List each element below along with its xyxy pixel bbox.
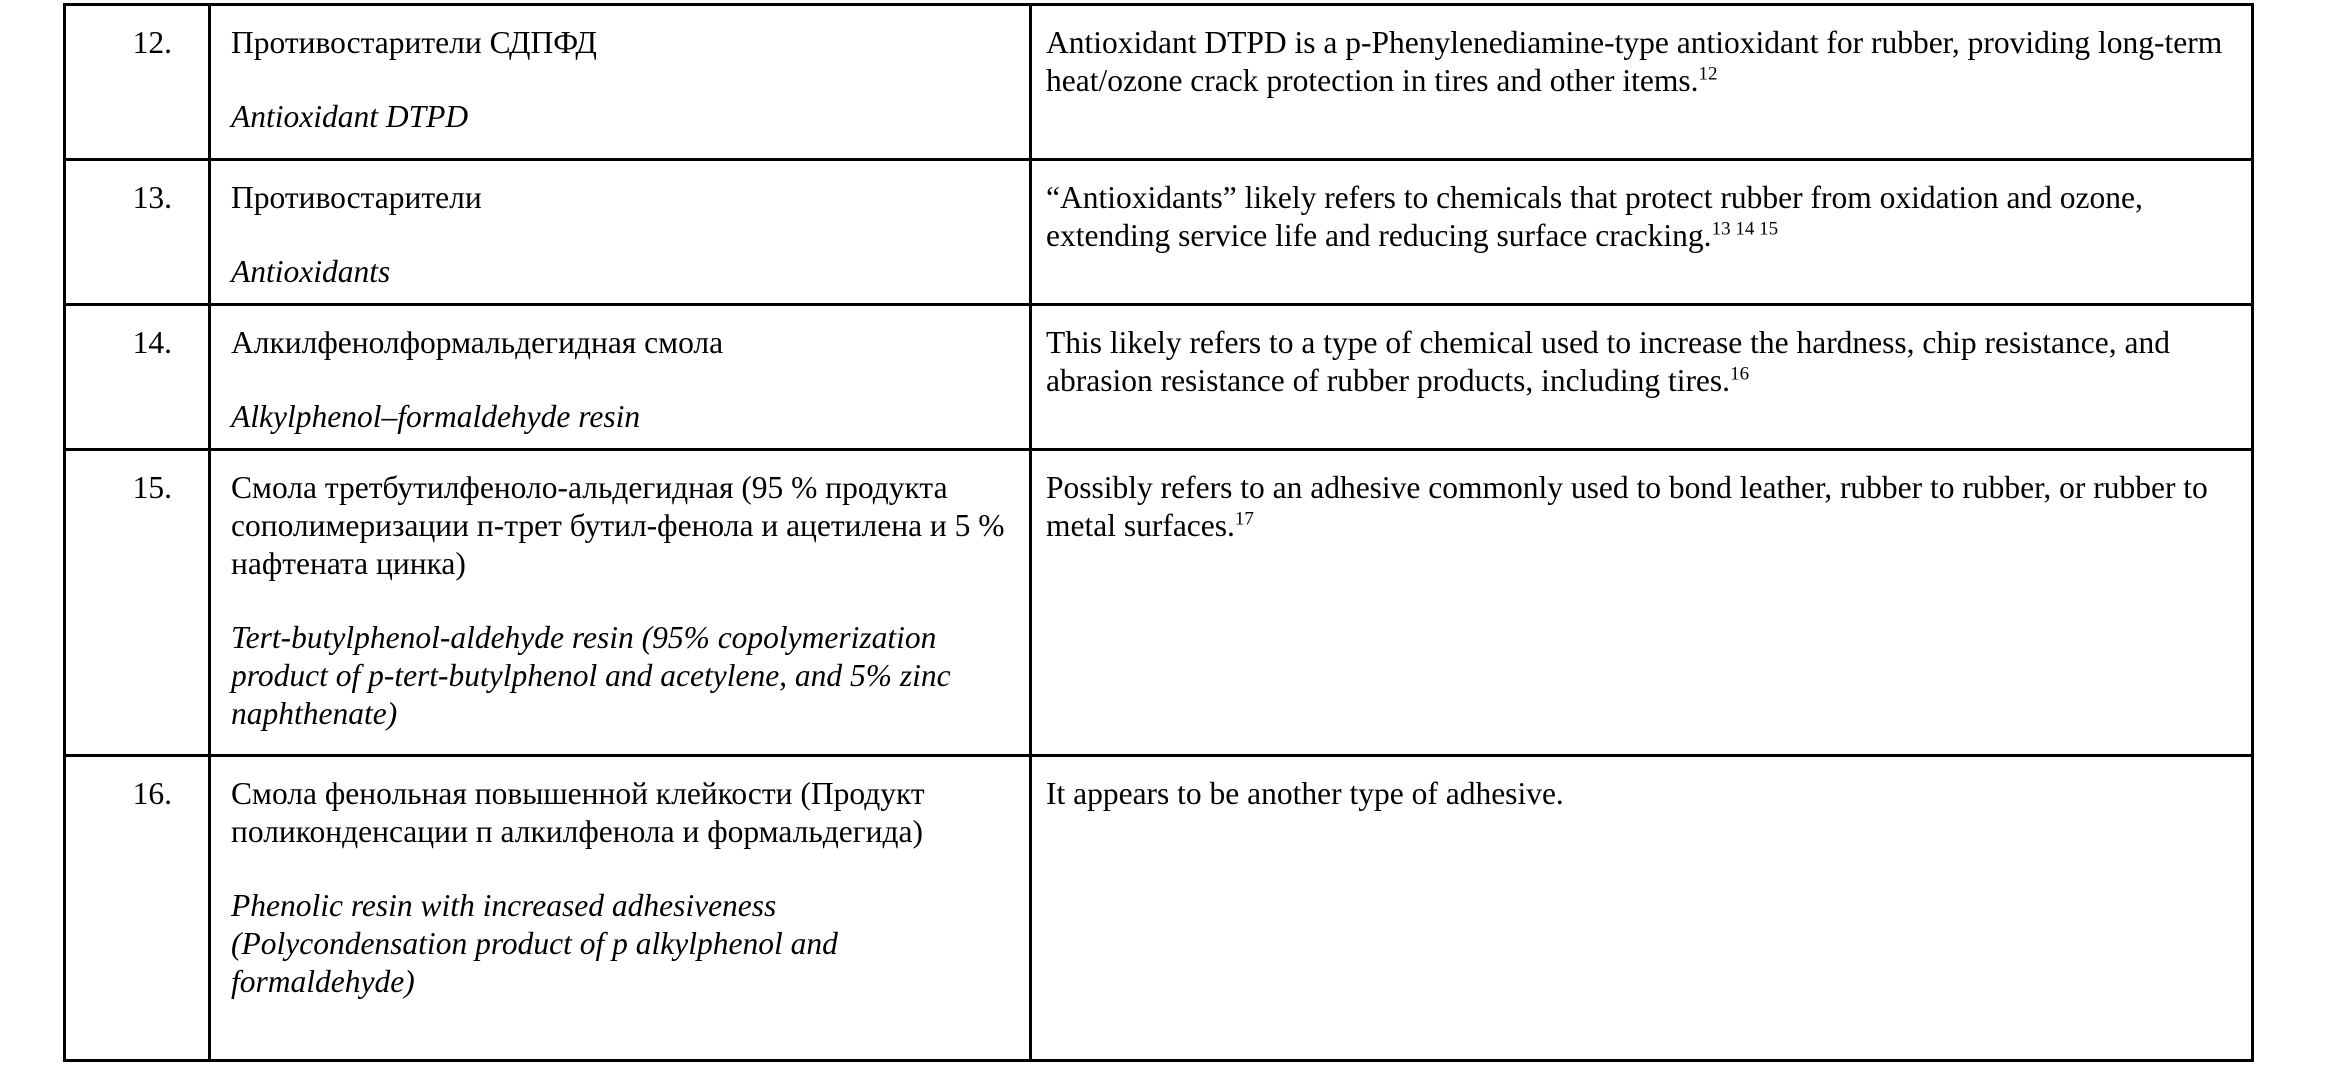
footnote-ref[interactable]: 12 <box>1698 63 1718 85</box>
description-text: It appears to be another type of adhesive. <box>1046 776 1564 811</box>
row-number: 15. <box>65 450 210 756</box>
table-row <box>65 160 2253 305</box>
footnote-ref[interactable]: 17 <box>1234 508 1254 530</box>
term-english: Antioxidant DTPD <box>231 99 469 134</box>
terms-table <box>63 3 2254 1062</box>
description-cell <box>1031 450 2253 756</box>
term-cell <box>210 450 1031 756</box>
description-cell <box>1031 305 2253 450</box>
term-cell <box>210 160 1031 305</box>
term-russian: Противостарители СДПФД <box>231 25 597 60</box>
description-text: “Antioxidants” likely refers to chemicals that protect rubber from oxidation and ozone, extending service life and reducing surface cracking. <box>1046 180 2143 253</box>
description-text: Antioxidant DTPD is a p‑Phenylenediamine‑type antioxidant for rubber, providing long‑term heat/ozone crack protection in tires and other items. <box>1046 25 2223 98</box>
term-english: Phenolic resin with increased adhesiveness (Polycondensation product of p alkylphenol and formaldehyde) <box>231 888 838 999</box>
term-english: Alkylphenol–formaldehyde resin <box>231 399 641 434</box>
term-russian: Смола третбутилфеноло-альдегидная (95 % продукта сополимеризации п-трет бутил-фенола и ацетилена и 5 % нафтената цинка) <box>231 470 1005 581</box>
term-english: Antioxidants <box>231 254 391 289</box>
table-row <box>65 756 2253 1061</box>
table-row <box>65 5 2253 160</box>
row-number: 13. <box>65 160 210 305</box>
table-row <box>65 305 2253 450</box>
description-text: This likely refers to a type of chemical used to increase the hardness, chip resistance, and abrasion resistance of rubber products, including tires. <box>1046 325 2170 398</box>
term-cell <box>210 305 1031 450</box>
term-english: Tert-butylphenol-aldehyde resin (95% copolymerization product of p-tert-butylphenol and acetylene, and 5% zinc naphthenate) <box>231 620 951 731</box>
description-cell <box>1031 5 2253 160</box>
term-cell <box>210 756 1031 1061</box>
term-russian: Смола фенольная повышенной клейкости (Продукт поликонденсации п алкилфенола и формальдегида) <box>231 776 925 849</box>
term-russian: Алкилфенолформальдегидная смола <box>231 325 724 360</box>
description-cell <box>1031 160 2253 305</box>
footnote-ref[interactable]: 16 <box>1730 363 1750 385</box>
description-cell <box>1031 756 2253 1061</box>
row-number: 14. <box>65 305 210 450</box>
description-text: Possibly refers to an adhesive commonly used to bond leather, rubber to rubber, or rubber to metal surfaces. <box>1046 470 2208 543</box>
footnote-ref[interactable]: 13 14 15 <box>1711 218 1779 240</box>
term-cell <box>210 5 1031 160</box>
row-number: 16. <box>65 756 210 1061</box>
table-row <box>65 450 2253 756</box>
row-number: 12. <box>65 5 210 160</box>
term-russian: Противостарители <box>231 180 482 215</box>
